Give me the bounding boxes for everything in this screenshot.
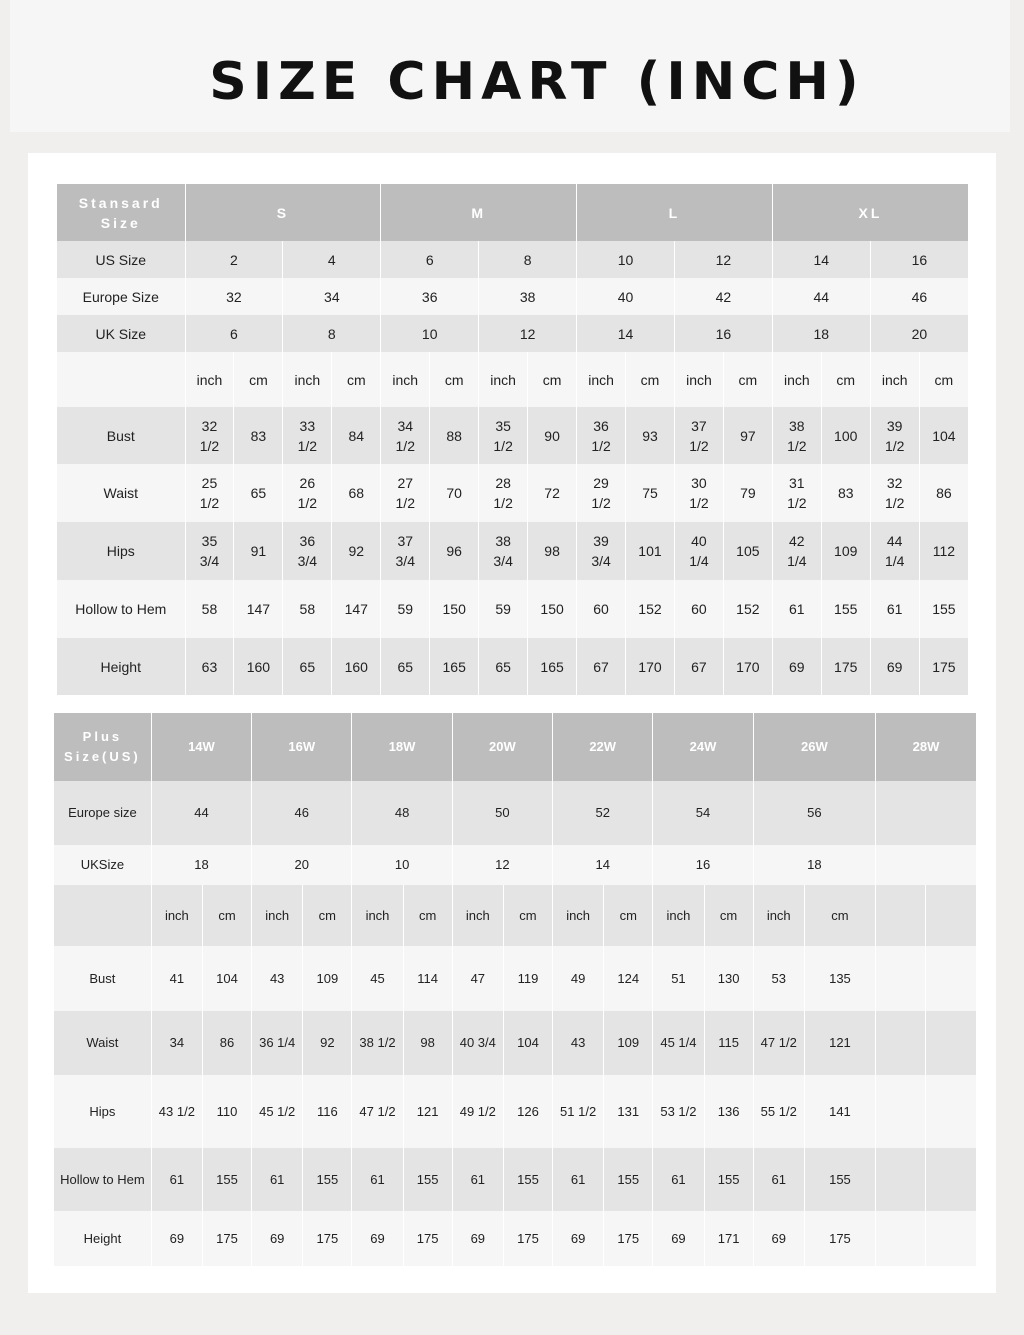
empty-cell xyxy=(876,1011,926,1075)
table-row xyxy=(57,184,968,241)
measurement-cell: 119 xyxy=(503,946,552,1011)
measurement-cell: 84 xyxy=(332,407,381,464)
size-value: 52 xyxy=(553,781,653,845)
size-value: 18 xyxy=(753,845,875,885)
measurement-cell: 86 xyxy=(202,1011,251,1075)
measurement-cell: 59 xyxy=(479,580,528,638)
measurement-cell: 45 xyxy=(352,946,403,1011)
measurement-cell: 175 xyxy=(821,638,870,695)
measurement-cell: 63 xyxy=(185,638,234,695)
measurement-cell: 43 1/2 xyxy=(151,1075,202,1148)
measurement-cell: 131 xyxy=(604,1075,653,1148)
unit-inch-header: inch xyxy=(753,885,804,946)
measurement-cell: 141 xyxy=(804,1075,875,1148)
size-value: 20 xyxy=(252,845,352,885)
measurement-cell: 104 xyxy=(919,407,968,464)
measurement-cell: 58 xyxy=(185,580,234,638)
measurement-cell: 91 xyxy=(234,522,283,580)
row-label: Bust xyxy=(57,407,185,464)
row-label: UK Size xyxy=(57,315,185,352)
row-label: Hips xyxy=(54,1075,151,1148)
measurement-cell: 65 xyxy=(234,464,283,522)
table-row xyxy=(54,1148,976,1211)
size-value: 4 xyxy=(283,241,381,278)
measurement-cell: 121 xyxy=(804,1011,875,1075)
measurement-cell: 83 xyxy=(821,464,870,522)
measurement-cell: 47 1/2 xyxy=(753,1011,804,1075)
table-row xyxy=(54,845,976,885)
empty-cell xyxy=(876,885,926,946)
row-label: Hollow to Hem xyxy=(57,580,185,638)
plus-size-header: 16W xyxy=(252,713,352,781)
measurement-cell: 43 xyxy=(252,946,303,1011)
row-label xyxy=(57,352,185,407)
size-value: 56 xyxy=(753,781,875,845)
measurement-cell: 92 xyxy=(332,522,381,580)
unit-cm-header: cm xyxy=(704,885,753,946)
measurement-cell: 75 xyxy=(626,464,675,522)
unit-cm-header: cm xyxy=(528,352,577,407)
measurement-cell: 155 xyxy=(804,1148,875,1211)
row-label: Waist xyxy=(57,464,185,522)
empty-cell xyxy=(876,1075,926,1148)
measurement-cell: 53 1/2 xyxy=(653,1075,704,1148)
unit-inch-header: inch xyxy=(381,352,430,407)
measurement-cell: 98 xyxy=(528,522,577,580)
measurement-cell: 28 1/2 xyxy=(479,464,528,522)
measurement-cell: 61 xyxy=(753,1148,804,1211)
measurement-cell: 130 xyxy=(704,946,753,1011)
empty-cell xyxy=(926,1075,976,1148)
unit-cm-header: cm xyxy=(626,352,675,407)
measurement-cell: 152 xyxy=(626,580,675,638)
measurement-cell: 42 1/4 xyxy=(772,522,821,580)
measurement-cell: 155 xyxy=(202,1148,251,1211)
measurement-cell: 51 1/2 xyxy=(553,1075,604,1148)
measurement-cell: 69 xyxy=(252,1211,303,1266)
measurement-cell: 25 1/2 xyxy=(185,464,234,522)
table-row xyxy=(54,1011,976,1075)
table-row xyxy=(54,946,976,1011)
measurement-cell: 136 xyxy=(704,1075,753,1148)
measurement-cell: 34 1/2 xyxy=(381,407,430,464)
measurement-cell: 53 xyxy=(753,946,804,1011)
measurement-cell: 69 xyxy=(352,1211,403,1266)
measurement-cell: 60 xyxy=(577,580,626,638)
measurement-cell: 175 xyxy=(403,1211,452,1266)
size-value: 18 xyxy=(151,845,251,885)
measurement-cell: 32 1/2 xyxy=(185,407,234,464)
measurement-cell: 135 xyxy=(804,946,875,1011)
measurement-cell: 38 3/4 xyxy=(479,522,528,580)
measurement-cell: 61 xyxy=(151,1148,202,1211)
table-row xyxy=(57,278,968,315)
table-row xyxy=(57,241,968,278)
measurement-cell: 83 xyxy=(234,407,283,464)
measurement-cell: 39 1/2 xyxy=(870,407,919,464)
measurement-cell: 147 xyxy=(234,580,283,638)
table-row xyxy=(57,315,968,352)
measurement-cell: 155 xyxy=(919,580,968,638)
size-value: 20 xyxy=(870,315,968,352)
unit-cm-header: cm xyxy=(403,885,452,946)
unit-inch-header: inch xyxy=(577,352,626,407)
measurement-cell: 69 xyxy=(653,1211,704,1266)
table-row xyxy=(57,522,968,580)
measurement-cell: 160 xyxy=(234,638,283,695)
measurement-cell: 61 xyxy=(870,580,919,638)
header-size-label: Stansard Size xyxy=(57,184,185,241)
measurement-cell: 155 xyxy=(303,1148,352,1211)
size-value: 12 xyxy=(479,315,577,352)
row-label: Bust xyxy=(54,946,151,1011)
measurement-cell: 36 1/4 xyxy=(252,1011,303,1075)
measurement-cell: 31 1/2 xyxy=(772,464,821,522)
measurement-cell: 72 xyxy=(528,464,577,522)
measurement-cell: 65 xyxy=(283,638,332,695)
size-value xyxy=(876,845,976,885)
measurement-cell: 109 xyxy=(604,1011,653,1075)
row-label: Europe size xyxy=(54,781,151,845)
measurement-cell: 90 xyxy=(528,407,577,464)
measurement-cell: 51 xyxy=(653,946,704,1011)
measurement-cell: 175 xyxy=(919,638,968,695)
measurement-cell: 110 xyxy=(202,1075,251,1148)
empty-cell xyxy=(876,946,926,1011)
measurement-cell: 170 xyxy=(626,638,675,695)
plus-size-header: 26W xyxy=(753,713,875,781)
unit-cm-header: cm xyxy=(604,885,653,946)
measurement-cell: 44 1/4 xyxy=(870,522,919,580)
size-group-header: L xyxy=(577,184,773,241)
measurement-cell: 47 xyxy=(452,946,503,1011)
row-label: Height xyxy=(57,638,185,695)
measurement-cell: 104 xyxy=(503,1011,552,1075)
plus-size-header: 18W xyxy=(352,713,452,781)
measurement-cell: 101 xyxy=(626,522,675,580)
row-label: Hips xyxy=(57,522,185,580)
measurement-cell: 40 1/4 xyxy=(674,522,723,580)
measurement-cell: 69 xyxy=(151,1211,202,1266)
measurement-cell: 39 3/4 xyxy=(577,522,626,580)
measurement-cell: 40 3/4 xyxy=(452,1011,503,1075)
unit-inch-header: inch xyxy=(283,352,332,407)
measurement-cell: 69 xyxy=(870,638,919,695)
measurement-cell: 112 xyxy=(919,522,968,580)
size-value: 6 xyxy=(381,241,479,278)
measurement-cell: 55 1/2 xyxy=(753,1075,804,1148)
measurement-cell: 35 3/4 xyxy=(185,522,234,580)
measurement-cell: 86 xyxy=(919,464,968,522)
plus-size-header: 24W xyxy=(653,713,753,781)
measurement-cell: 155 xyxy=(821,580,870,638)
unit-inch-header: inch xyxy=(653,885,704,946)
measurement-cell: 126 xyxy=(503,1075,552,1148)
measurement-cell: 175 xyxy=(503,1211,552,1266)
size-value: 12 xyxy=(674,241,772,278)
row-label: Europe Size xyxy=(57,278,185,315)
empty-cell xyxy=(876,1211,926,1266)
size-value: 14 xyxy=(553,845,653,885)
measurement-cell: 175 xyxy=(303,1211,352,1266)
empty-cell xyxy=(926,946,976,1011)
unit-inch-header: inch xyxy=(185,352,234,407)
plus-size-header: 22W xyxy=(553,713,653,781)
unit-cm-header: cm xyxy=(919,352,968,407)
unit-cm-header: cm xyxy=(503,885,552,946)
measurement-cell: 152 xyxy=(723,580,772,638)
measurement-cell: 67 xyxy=(577,638,626,695)
measurement-cell: 69 xyxy=(553,1211,604,1266)
measurement-cell: 114 xyxy=(403,946,452,1011)
empty-cell xyxy=(926,1148,976,1211)
size-value: 14 xyxy=(577,315,675,352)
measurement-cell: 29 1/2 xyxy=(577,464,626,522)
measurement-cell: 61 xyxy=(772,580,821,638)
measurement-cell: 59 xyxy=(381,580,430,638)
measurement-cell: 61 xyxy=(452,1148,503,1211)
unit-cm-header: cm xyxy=(804,885,875,946)
measurement-cell: 49 xyxy=(553,946,604,1011)
table-row xyxy=(57,580,968,638)
size-value: 50 xyxy=(452,781,552,845)
measurement-cell: 92 xyxy=(303,1011,352,1075)
size-value: 18 xyxy=(772,315,870,352)
size-value: 32 xyxy=(185,278,283,315)
measurement-cell: 65 xyxy=(479,638,528,695)
measurement-cell: 41 xyxy=(151,946,202,1011)
measurement-cell: 79 xyxy=(723,464,772,522)
size-value: 38 xyxy=(479,278,577,315)
table-row xyxy=(54,781,976,845)
measurement-cell: 30 1/2 xyxy=(674,464,723,522)
unit-inch-header: inch xyxy=(674,352,723,407)
row-label xyxy=(54,885,151,946)
measurement-cell: 61 xyxy=(352,1148,403,1211)
table-row xyxy=(54,1075,976,1148)
size-value: 48 xyxy=(352,781,452,845)
measurement-cell: 36 1/2 xyxy=(577,407,626,464)
measurement-cell: 100 xyxy=(821,407,870,464)
measurement-cell: 69 xyxy=(753,1211,804,1266)
measurement-cell: 68 xyxy=(332,464,381,522)
measurement-cell: 70 xyxy=(430,464,479,522)
empty-cell xyxy=(876,1148,926,1211)
row-label: Hollow to Hem xyxy=(54,1148,151,1211)
measurement-cell: 34 xyxy=(151,1011,202,1075)
size-value: 10 xyxy=(577,241,675,278)
unit-inch-header: inch xyxy=(452,885,503,946)
measurement-cell: 36 3/4 xyxy=(283,522,332,580)
plus-size-header: 20W xyxy=(452,713,552,781)
measurement-cell: 150 xyxy=(430,580,479,638)
measurement-cell: 116 xyxy=(303,1075,352,1148)
unit-inch-header: inch xyxy=(553,885,604,946)
measurement-cell: 155 xyxy=(604,1148,653,1211)
measurement-cell: 109 xyxy=(303,946,352,1011)
measurement-cell: 43 xyxy=(553,1011,604,1075)
size-value: 6 xyxy=(185,315,283,352)
measurement-cell: 109 xyxy=(821,522,870,580)
measurement-cell: 45 1/4 xyxy=(653,1011,704,1075)
empty-cell xyxy=(926,885,976,946)
unit-cm-header: cm xyxy=(202,885,251,946)
measurement-cell: 150 xyxy=(528,580,577,638)
row-label: Waist xyxy=(54,1011,151,1075)
measurement-cell: 45 1/2 xyxy=(252,1075,303,1148)
measurement-cell: 65 xyxy=(381,638,430,695)
size-value xyxy=(876,781,976,845)
header-size-label: Plus Size(US) xyxy=(54,713,151,781)
size-value: 14 xyxy=(772,241,870,278)
size-value: 12 xyxy=(452,845,552,885)
measurement-cell: 35 1/2 xyxy=(479,407,528,464)
measurement-cell: 69 xyxy=(452,1211,503,1266)
size-value: 2 xyxy=(185,241,283,278)
unit-cm-header: cm xyxy=(234,352,283,407)
unit-cm-header: cm xyxy=(723,352,772,407)
row-label: Height xyxy=(54,1211,151,1266)
measurement-cell: 37 3/4 xyxy=(381,522,430,580)
unit-inch-header: inch xyxy=(151,885,202,946)
size-value: 54 xyxy=(653,781,753,845)
size-value: 16 xyxy=(674,315,772,352)
unit-inch-header: inch xyxy=(870,352,919,407)
unit-cm-header: cm xyxy=(303,885,352,946)
table-row xyxy=(57,464,968,522)
measurement-cell: 47 1/2 xyxy=(352,1075,403,1148)
size-value: 16 xyxy=(870,241,968,278)
measurement-cell: 121 xyxy=(403,1075,452,1148)
size-value: 44 xyxy=(772,278,870,315)
measurement-cell: 155 xyxy=(704,1148,753,1211)
measurement-cell: 175 xyxy=(604,1211,653,1266)
measurement-cell: 88 xyxy=(430,407,479,464)
table-row xyxy=(54,885,976,946)
measurement-cell: 61 xyxy=(653,1148,704,1211)
measurement-cell: 160 xyxy=(332,638,381,695)
measurement-cell: 67 xyxy=(674,638,723,695)
measurement-cell: 175 xyxy=(202,1211,251,1266)
table-row xyxy=(57,407,968,464)
measurement-cell: 61 xyxy=(553,1148,604,1211)
size-group-header: M xyxy=(381,184,577,241)
measurement-cell: 58 xyxy=(283,580,332,638)
empty-cell xyxy=(926,1011,976,1075)
measurement-cell: 37 1/2 xyxy=(674,407,723,464)
unit-inch-header: inch xyxy=(352,885,403,946)
size-value: 42 xyxy=(674,278,772,315)
measurement-cell: 33 1/2 xyxy=(283,407,332,464)
measurement-cell: 115 xyxy=(704,1011,753,1075)
unit-inch-header: inch xyxy=(772,352,821,407)
size-value: 46 xyxy=(252,781,352,845)
measurement-cell: 38 1/2 xyxy=(352,1011,403,1075)
measurement-cell: 93 xyxy=(626,407,675,464)
measurement-cell: 104 xyxy=(202,946,251,1011)
measurement-cell: 165 xyxy=(528,638,577,695)
page-title: SIZE CHART (INCH) xyxy=(209,52,865,112)
unit-inch-header: inch xyxy=(479,352,528,407)
measurement-cell: 105 xyxy=(723,522,772,580)
size-value: 44 xyxy=(151,781,251,845)
size-group-header: S xyxy=(185,184,381,241)
measurement-cell: 98 xyxy=(403,1011,452,1075)
size-value: 34 xyxy=(283,278,381,315)
measurement-cell: 32 1/2 xyxy=(870,464,919,522)
measurement-cell: 155 xyxy=(503,1148,552,1211)
measurement-cell: 155 xyxy=(403,1148,452,1211)
unit-inch-header: inch xyxy=(252,885,303,946)
table-row xyxy=(57,638,968,695)
measurement-cell: 38 1/2 xyxy=(772,407,821,464)
measurement-cell: 147 xyxy=(332,580,381,638)
plus-size-table xyxy=(54,713,976,1266)
measurement-cell: 49 1/2 xyxy=(452,1075,503,1148)
measurement-cell: 165 xyxy=(430,638,479,695)
measurement-cell: 60 xyxy=(674,580,723,638)
measurement-cell: 97 xyxy=(723,407,772,464)
measurement-cell: 124 xyxy=(604,946,653,1011)
unit-cm-header: cm xyxy=(821,352,870,407)
row-label: UKSize xyxy=(54,845,151,885)
size-value: 8 xyxy=(283,315,381,352)
size-value: 36 xyxy=(381,278,479,315)
plus-size-header: 14W xyxy=(151,713,251,781)
size-group-header: XL xyxy=(772,184,968,241)
size-value: 16 xyxy=(653,845,753,885)
size-value: 46 xyxy=(870,278,968,315)
measurement-cell: 175 xyxy=(804,1211,875,1266)
standard-size-table xyxy=(57,184,968,695)
size-value: 40 xyxy=(577,278,675,315)
measurement-cell: 170 xyxy=(723,638,772,695)
measurement-cell: 96 xyxy=(430,522,479,580)
table-row xyxy=(54,1211,976,1266)
plus-size-header: 28W xyxy=(876,713,976,781)
size-value: 8 xyxy=(479,241,577,278)
empty-cell xyxy=(926,1211,976,1266)
table-row xyxy=(54,713,976,781)
measurement-cell: 27 1/2 xyxy=(381,464,430,522)
measurement-cell: 26 1/2 xyxy=(283,464,332,522)
row-label: US Size xyxy=(57,241,185,278)
measurement-cell: 69 xyxy=(772,638,821,695)
size-value: 10 xyxy=(352,845,452,885)
table-row xyxy=(57,352,968,407)
unit-cm-header: cm xyxy=(430,352,479,407)
size-value: 10 xyxy=(381,315,479,352)
measurement-cell: 61 xyxy=(252,1148,303,1211)
measurement-cell: 171 xyxy=(704,1211,753,1266)
unit-cm-header: cm xyxy=(332,352,381,407)
